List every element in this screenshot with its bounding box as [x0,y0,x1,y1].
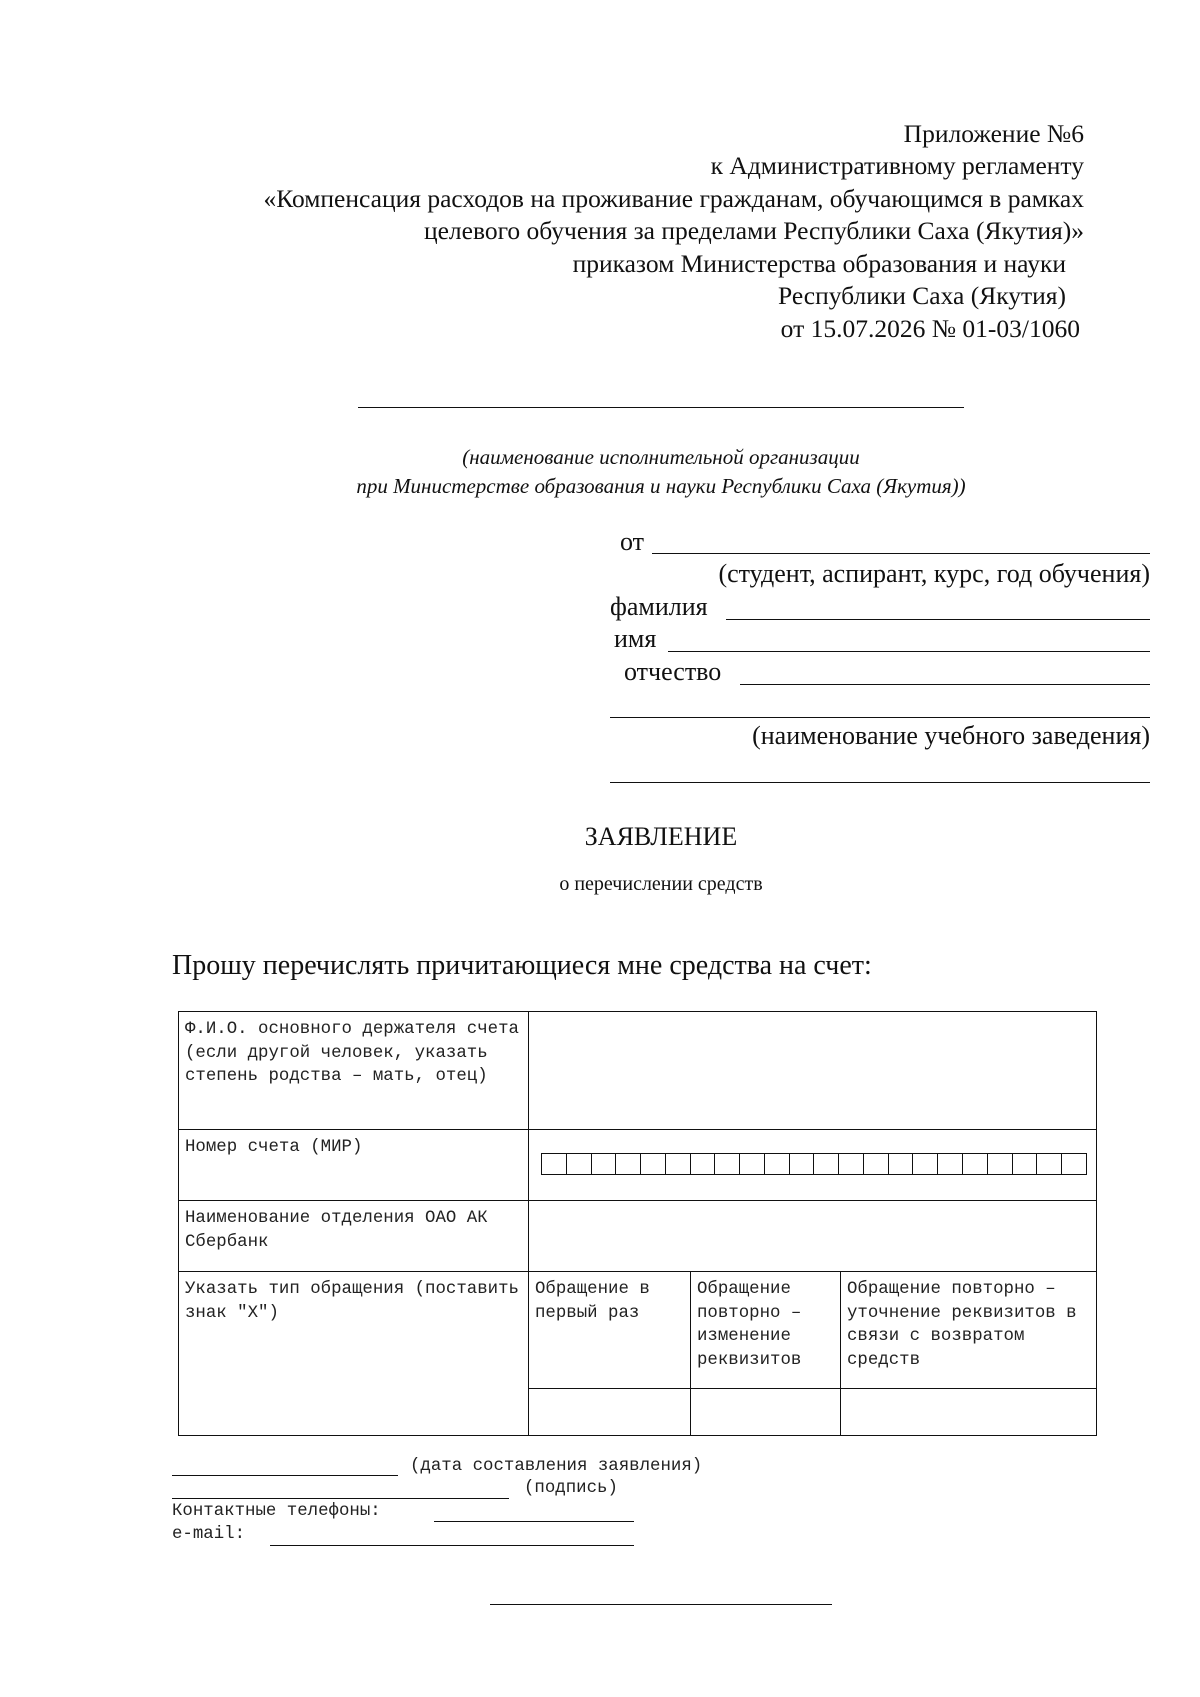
organization-caption-line2: при Министерстве образования и науки Республики Саха (Якутия)) [356,474,966,498]
document-subtitle: о перечислении средств [559,873,763,895]
from-line[interactable] [652,553,1150,554]
date-line[interactable] [172,1475,398,1476]
status-caption: (студент, аспирант, курс, год обучения) [718,559,1150,588]
appendix-regulation-title-cont: целевого обучения за пределами Республики Саха (Якутия)» [423,216,1084,245]
document-title: ЗАЯВЛЕНИЕ [584,822,738,851]
signature-caption: (подпись) [524,1479,618,1498]
phones-label: Контактные телефоны: [172,1502,381,1521]
patronymic-label: отчество [624,657,722,686]
branch-input-cell[interactable] [529,1201,1097,1272]
holder-input-cell[interactable] [529,1012,1097,1130]
request-type-option-first: Обращение в первый раз [535,1280,650,1323]
appendix-order-ref: приказом Министерства образования и науки [572,249,1066,278]
signature-line[interactable] [172,1498,509,1499]
institution-caption: (наименование учебного заведения) [752,721,1150,750]
mark-cell-clarify[interactable] [841,1389,1097,1436]
mark-cell-first[interactable] [529,1389,691,1436]
request-type-option-clarify: Обращение повторно – уточнение реквизитов в связи с возвратом средств [847,1280,1077,1370]
appendix-regulation-ref: к Административному регламенту [710,151,1084,180]
date-caption: (дата составления заявления) [410,1457,703,1476]
name-label: имя [614,624,657,653]
email-label: e-mail: [172,1525,246,1544]
name-line[interactable] [668,651,1150,652]
patronymic-line[interactable] [740,684,1150,685]
appendix-order-date: от 15.07.2026 № 01-03/1060 [780,314,1080,343]
request-type-row [179,1272,1097,1389]
institution-line-2[interactable] [610,782,1150,783]
request-type-option-change: Обращение повторно – изменение реквизитов [697,1280,802,1370]
branch-label: Наименование отделения ОАО АК Сбербанк [185,1209,488,1252]
organization-caption-line1: (наименование исполнительной организации [462,445,860,469]
phones-line[interactable] [434,1521,634,1522]
institution-line[interactable] [610,717,1150,718]
appendix-order-republic: Республики Саха (Якутия) [777,281,1066,310]
account-label: Номер счета (МИР) [185,1138,363,1157]
surname-line[interactable] [726,619,1150,620]
holder-label: Ф.И.О. основного держателя счета (если другой человек, указать степень родства – мать, отец) [185,1020,519,1086]
branch-row [179,1201,1097,1272]
mark-cell-change[interactable] [691,1389,841,1436]
email-line[interactable] [270,1545,634,1546]
surname-label: фамилия [610,592,708,621]
account-row [179,1130,1097,1201]
organization-line[interactable] [358,407,964,408]
account-details-table [178,1011,1097,1436]
account-input-cell[interactable] [529,1130,1097,1201]
appendix-number: Приложение №6 [903,119,1084,148]
holder-row [179,1012,1097,1130]
appendix-regulation-title: «Компенсация расходов на проживание гражданам, обучающимся в рамках [263,184,1084,213]
from-label: от [620,527,645,556]
closing-line [490,1604,832,1605]
request-text: Прошу перечислять причитающиеся мне средства на счет: [172,950,872,981]
account-number-boxes[interactable] [541,1153,1087,1175]
request-type-label: Указать тип обращения (поставить знак "Х") [185,1280,519,1323]
